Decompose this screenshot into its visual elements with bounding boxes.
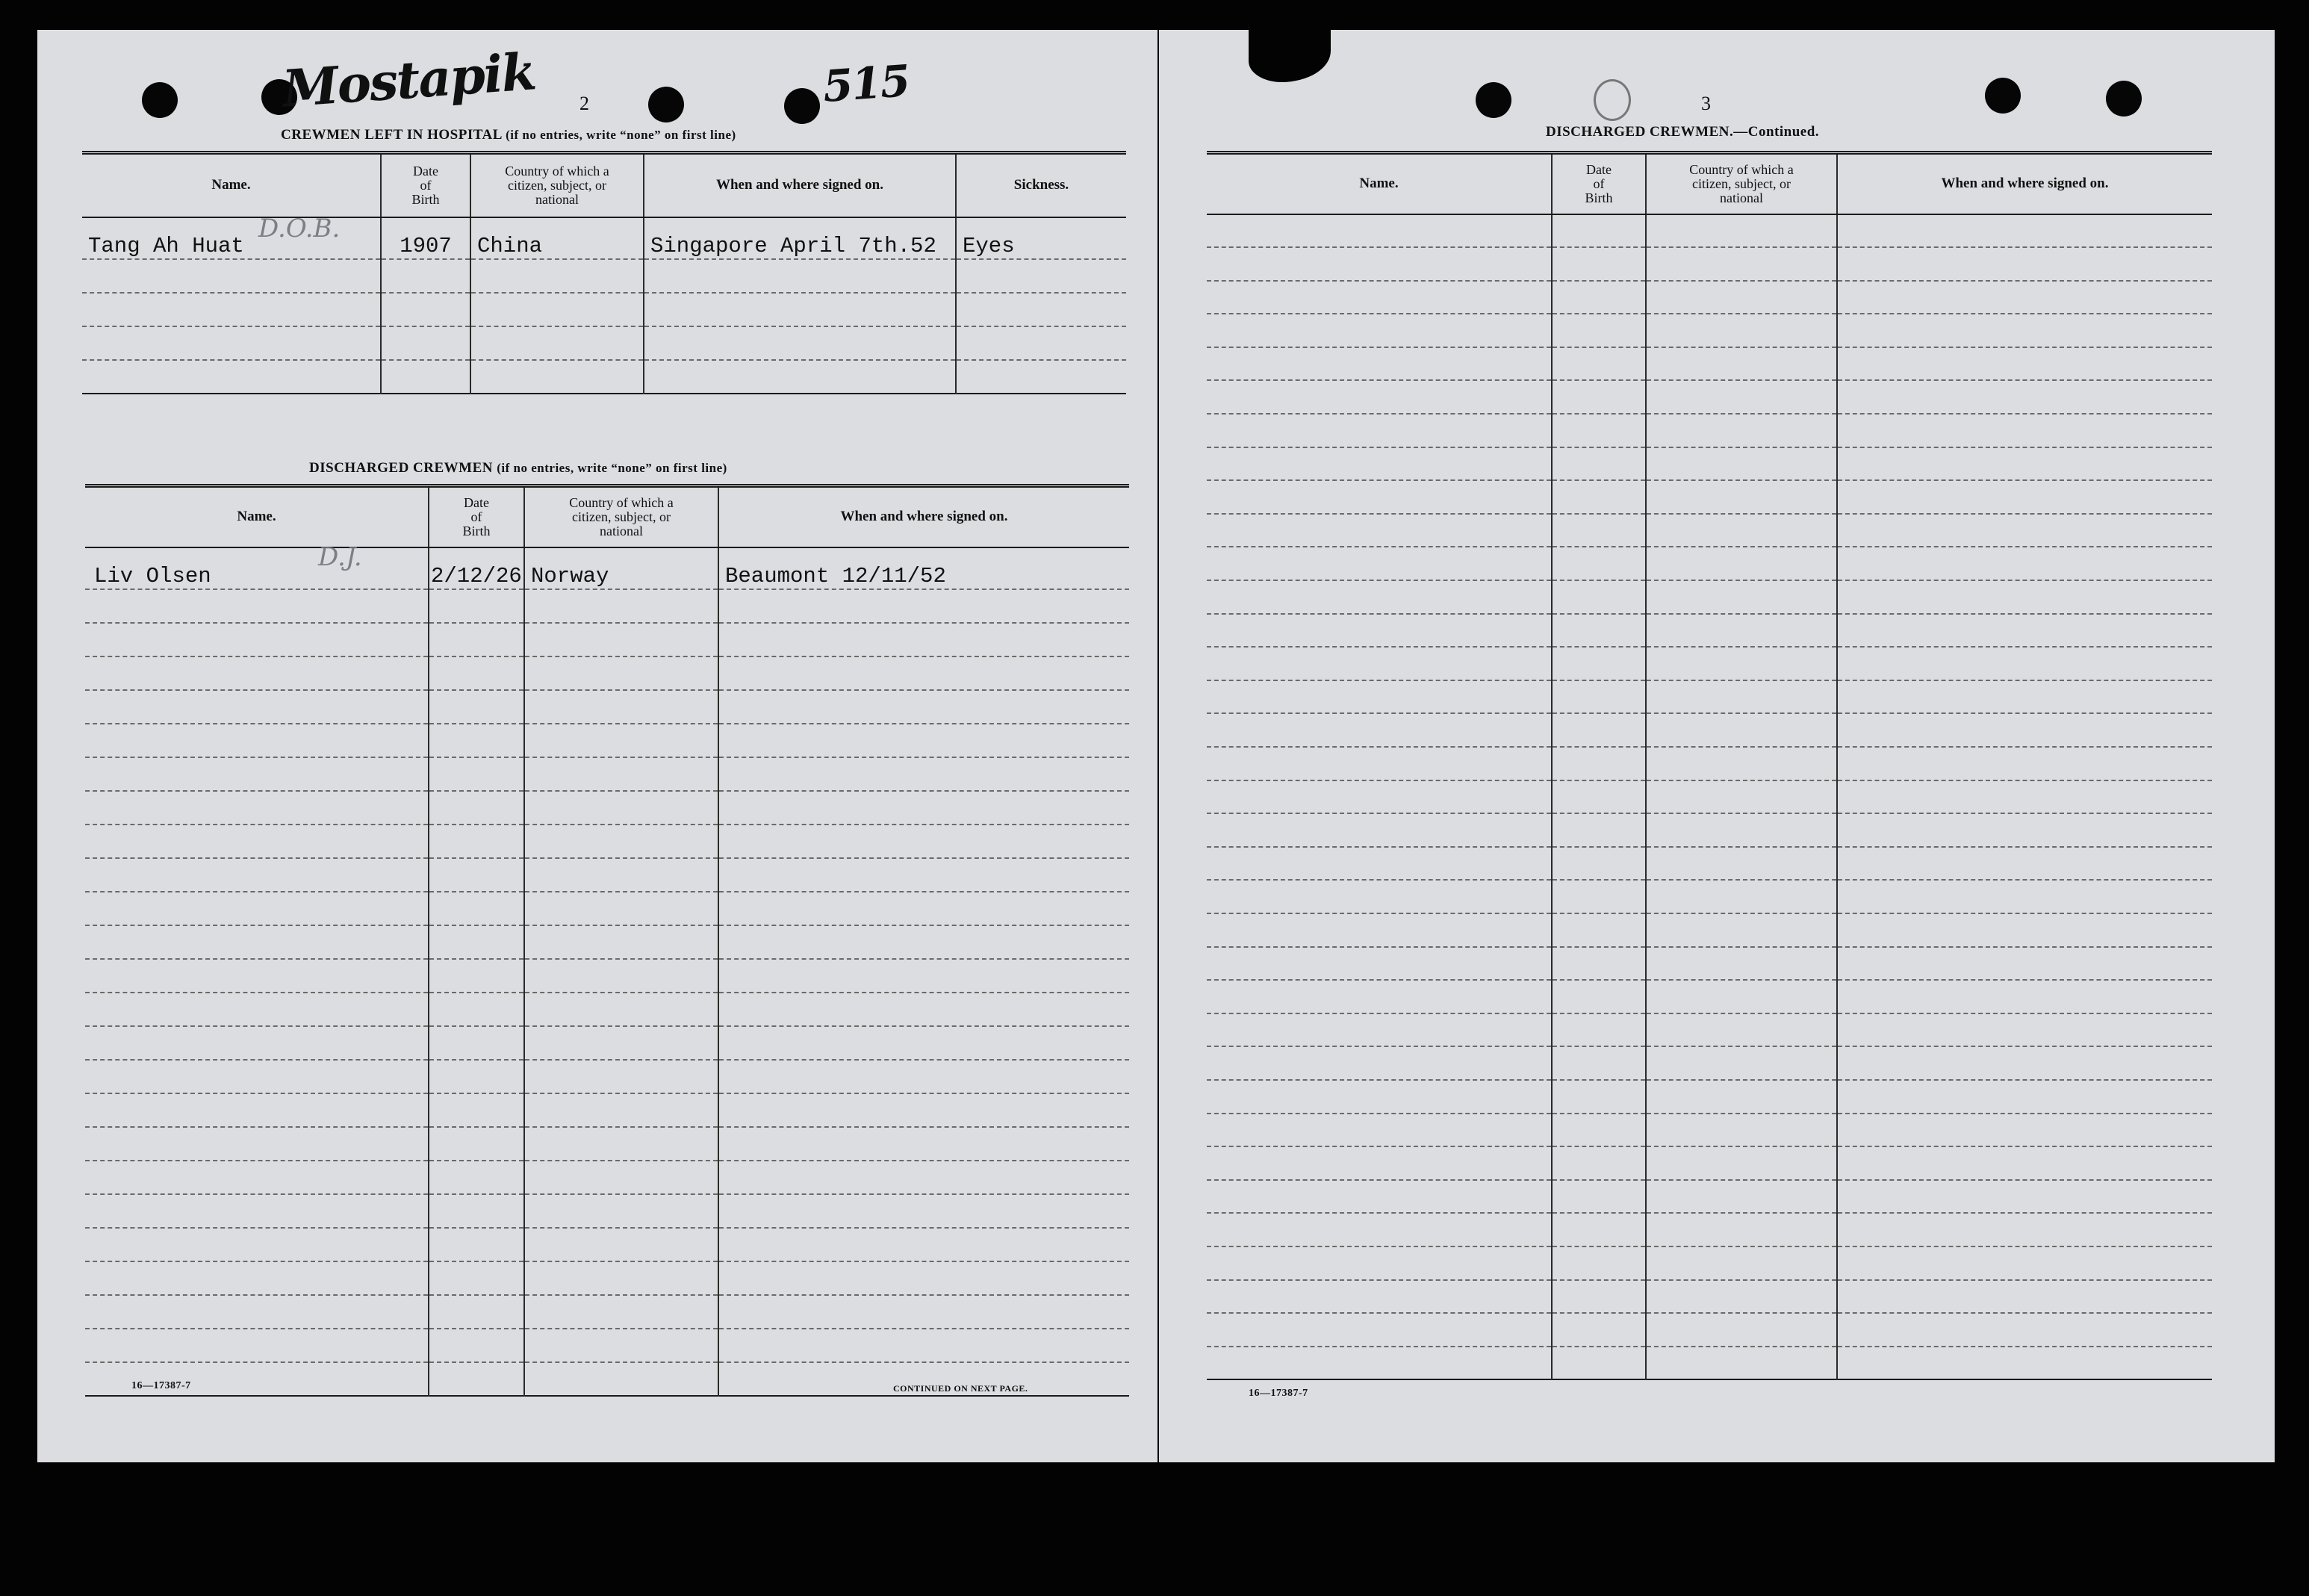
table-row bbox=[85, 547, 1129, 589]
table-row bbox=[1207, 780, 2212, 814]
table-row bbox=[1207, 447, 2212, 481]
table-row bbox=[85, 925, 1129, 959]
table-row bbox=[1207, 1280, 2212, 1314]
table-row bbox=[1207, 347, 2212, 381]
table-row bbox=[85, 791, 1129, 825]
table-row bbox=[1207, 247, 2212, 281]
table-row bbox=[85, 1295, 1129, 1329]
table-row bbox=[85, 623, 1129, 656]
handwritten-number: 515 bbox=[821, 55, 911, 112]
table-row bbox=[1207, 380, 2212, 414]
name-cell: Tang Ah Huat D.O.B. bbox=[82, 217, 381, 259]
page-number: 3 bbox=[1701, 93, 1711, 114]
punch-hole-icon bbox=[2106, 81, 2142, 117]
table-row bbox=[1207, 1180, 2212, 1214]
table-row bbox=[85, 858, 1129, 892]
table-row bbox=[1207, 414, 2212, 447]
table-row bbox=[1207, 614, 2212, 648]
signed-cell: Beaumont 12/11/52 bbox=[718, 547, 1129, 589]
signed-cell: Singapore April 7th.52 bbox=[644, 217, 956, 259]
country-cell: Norway bbox=[524, 547, 718, 589]
col-country-header: Country of which a citizen, subject, or national bbox=[1646, 153, 1837, 214]
form-number: 16—17387-7 bbox=[1249, 1388, 1308, 1399]
col-country-header: Country of which a citizen, subject, or national bbox=[524, 486, 718, 547]
table-row bbox=[1207, 1080, 2212, 1114]
table-row bbox=[85, 724, 1129, 757]
table-row bbox=[1207, 713, 2212, 747]
hospital-table bbox=[82, 151, 1126, 394]
table-row bbox=[82, 259, 1126, 293]
table-row bbox=[82, 360, 1126, 394]
table-row bbox=[1207, 880, 2212, 913]
table-row bbox=[85, 825, 1129, 858]
table-row bbox=[1207, 1114, 2212, 1147]
col-sickness-header: Sickness. bbox=[956, 153, 1126, 217]
table-row bbox=[1207, 281, 2212, 314]
punch-hole-outline-icon bbox=[1594, 79, 1631, 121]
discharged-continued-table bbox=[1207, 151, 2212, 1380]
annotation-mark: D.O.B. bbox=[258, 213, 341, 243]
table-row bbox=[85, 1127, 1129, 1161]
table-row bbox=[85, 1093, 1129, 1127]
col-name-header: Name. bbox=[1207, 153, 1552, 214]
col-name-header: Name. bbox=[85, 486, 429, 547]
table-row bbox=[1207, 1146, 2212, 1180]
table-row bbox=[1207, 1013, 2212, 1047]
right-page bbox=[1159, 30, 2275, 1462]
table-row bbox=[1207, 514, 2212, 547]
table-row bbox=[85, 757, 1129, 791]
dob-cell: 2/12/26 bbox=[429, 547, 524, 589]
table-row bbox=[1207, 913, 2212, 947]
table-row bbox=[85, 892, 1129, 925]
col-dob-header: Date of Birth bbox=[381, 153, 470, 217]
table-row bbox=[1207, 747, 2212, 780]
table-row bbox=[1207, 314, 2212, 347]
col-dob-header: Date of Birth bbox=[1552, 153, 1646, 214]
table-row bbox=[1207, 1046, 2212, 1080]
table-row bbox=[1207, 647, 2212, 680]
table-row bbox=[1207, 1313, 2212, 1347]
table-row bbox=[85, 1060, 1129, 1093]
table-row bbox=[85, 1194, 1129, 1228]
discharged-section-title: DISCHARGED CREWMEN (if no entries, write “none” on first line) bbox=[309, 460, 727, 476]
table-row bbox=[85, 589, 1129, 623]
table-row bbox=[1207, 480, 2212, 514]
continued-note: CONTINUED ON NEXT PAGE. bbox=[893, 1383, 1028, 1394]
annotation-mark: D.J. bbox=[318, 541, 362, 572]
left-page bbox=[37, 30, 1157, 1462]
punch-hole-icon bbox=[142, 82, 178, 118]
name-cell: Liv Olsen D.J. bbox=[85, 547, 429, 589]
table-row bbox=[85, 656, 1129, 690]
punch-hole-icon bbox=[648, 87, 684, 122]
punch-hole-icon bbox=[784, 88, 820, 124]
table-row bbox=[85, 1026, 1129, 1060]
table-row bbox=[1207, 1213, 2212, 1246]
col-signed-header: When and where signed on. bbox=[644, 153, 956, 217]
table-row bbox=[1207, 547, 2212, 580]
page-number: 2 bbox=[579, 93, 589, 114]
table-row bbox=[1207, 947, 2212, 981]
form-number: 16—17387-7 bbox=[131, 1380, 191, 1391]
table-row bbox=[1207, 680, 2212, 714]
table-row bbox=[85, 993, 1129, 1026]
col-name-header: Name. bbox=[82, 153, 381, 217]
handwritten-vessel-name: Mostapik bbox=[280, 42, 538, 119]
table-row bbox=[85, 1261, 1129, 1295]
table-row bbox=[85, 959, 1129, 993]
table-row bbox=[85, 1329, 1129, 1362]
discharged-table bbox=[85, 484, 1129, 1397]
country-cell: China bbox=[470, 217, 644, 259]
col-country-header: Country of which a citizen, subject, or national bbox=[470, 153, 644, 217]
table-row bbox=[1207, 580, 2212, 614]
dob-cell: 1907 bbox=[381, 217, 470, 259]
table-row bbox=[82, 326, 1126, 360]
table-row bbox=[85, 1228, 1129, 1261]
punch-hole-icon bbox=[1985, 78, 2021, 114]
col-signed-header: When and where signed on. bbox=[1837, 153, 2212, 214]
table-row bbox=[85, 690, 1129, 724]
table-row bbox=[82, 217, 1126, 259]
table-row bbox=[1207, 1347, 2212, 1380]
table-row bbox=[1207, 980, 2212, 1013]
torn-edge-icon bbox=[1249, 30, 1331, 82]
table-row bbox=[1207, 813, 2212, 847]
discharged-continued-title: DISCHARGED CREWMEN.—Continued. bbox=[1546, 124, 1820, 140]
col-dob-header: Date of Birth bbox=[429, 486, 524, 547]
table-row bbox=[82, 293, 1126, 326]
table-row bbox=[1207, 847, 2212, 881]
table-row bbox=[1207, 214, 2212, 248]
punch-hole-icon bbox=[1476, 82, 1511, 118]
sickness-cell: Eyes bbox=[956, 217, 1126, 259]
table-row bbox=[1207, 1246, 2212, 1280]
table-row bbox=[85, 1161, 1129, 1194]
col-signed-header: When and where signed on. bbox=[718, 486, 1129, 547]
hospital-section-title: CREWMEN LEFT IN HOSPITAL (if no entries, write “none” on first line) bbox=[281, 127, 736, 143]
